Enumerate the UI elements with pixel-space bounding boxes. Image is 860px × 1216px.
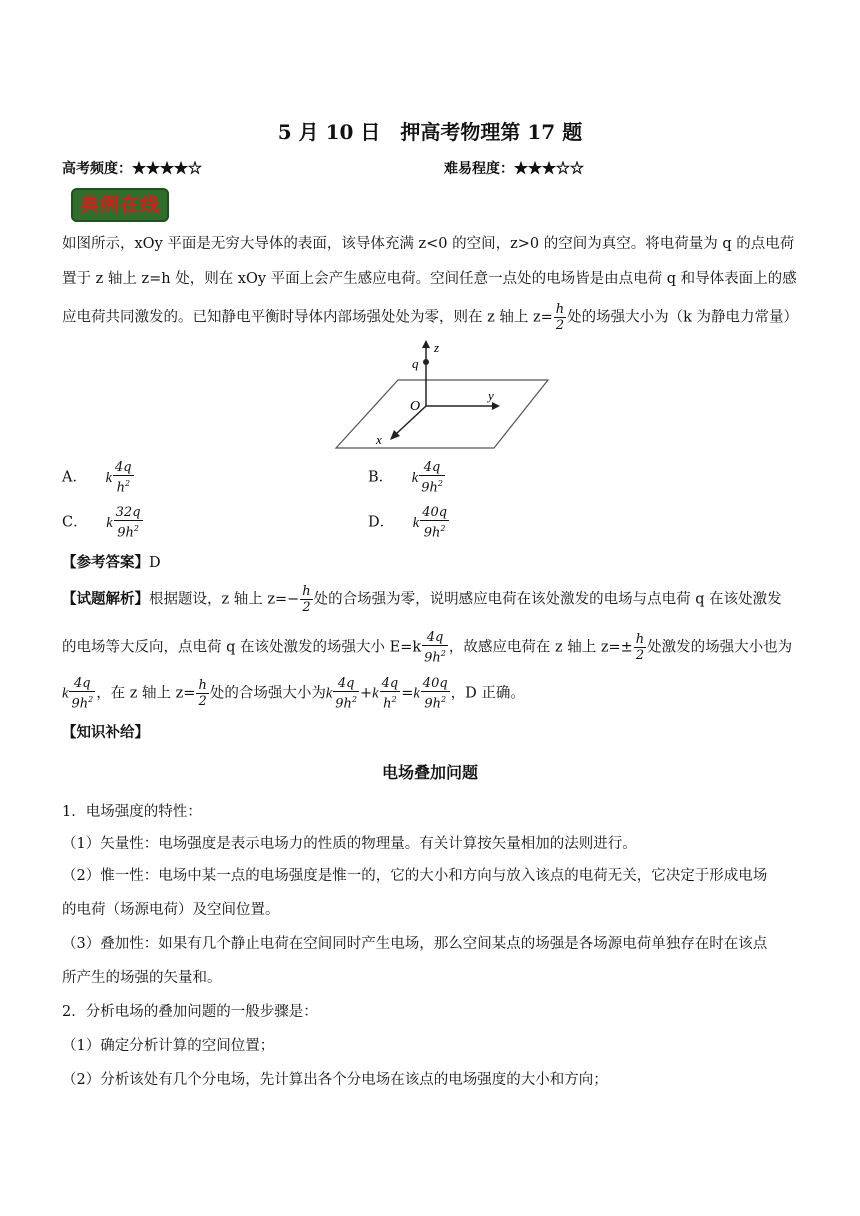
analysis-text-3c: ，D 正确。 — [450, 685, 525, 702]
option-a-fraction: $\frac{4q}{h^2}$ — [115, 460, 132, 496]
option-d[interactable]: D． k $\frac{40q}{9h^2}$ — [368, 505, 448, 541]
option-d-numerator: 40q — [422, 505, 448, 520]
option-c-denominator: 9h — [117, 525, 134, 541]
option-c-fraction: $\frac{32q}{9h^2}$ — [115, 505, 141, 541]
fraction-4q-9h2: $\frac{4q}{9h^2}$ — [335, 676, 358, 712]
question-line-3-text-b: 处的场强大小为（k 为静电力常量） — [567, 309, 799, 326]
fraction-4q-h2: $\frac{4q}{h^2}$ — [381, 676, 399, 712]
option-c-label: C． — [62, 514, 88, 531]
section-title: 电场叠加问题 — [381, 763, 478, 782]
supplement-label: 【知识补给】 — [62, 724, 149, 741]
analysis-text-2a: 的电场等大反向，点电荷 q 在该处激发的场强大小 E=k — [62, 639, 422, 656]
analysis-line-3: k $\frac{4q}{9h^2}$ ，在 z 轴上 z= $\frac{h}{2}$ 处的合场强大小为k $\frac{4q}{9h^2}$ +k $\frac{4q}{h^2}$ =k $\frac{40q}{9h^2}$ ，D 正确。 — [62, 676, 525, 712]
z-axis-arrow — [422, 340, 430, 348]
label-x: x — [376, 432, 382, 447]
fraction-h-over-2: $\frac{h}{2}$ — [198, 678, 207, 710]
option-c[interactable]: C． k $\frac{32q}{9h^2}$ — [62, 505, 141, 541]
knowledge-line-5: （3）叠加性：如果有几个静止电荷在空间同时产生电场，那么空间某点的场强是各场源电荷单独存在时在该点 — [62, 936, 768, 952]
analysis-line-2 — [62, 630, 792, 665]
knowledge-line-6: 所产生的场强的矢量和。 — [62, 970, 222, 986]
option-d-denominator: 9h — [423, 525, 441, 541]
question-line-2: 置于 z 轴上 z=h 处，则在 xOy 平面上会产生感应电荷。空间任意一点处的电场皆是由点电荷 q 和导体表面上的感 — [62, 271, 797, 287]
option-b-denominator: 9h — [421, 480, 438, 496]
analysis-text-3a: ，在 z 轴上 z= — [96, 685, 196, 702]
analysis-text-2b: ，故感应电荷在 z 轴上 z=± — [448, 639, 633, 656]
knowledge-line-1: 1．电场强度的特性： — [62, 804, 202, 820]
option-a-label: A． — [62, 469, 87, 486]
y-axis-arrow — [492, 402, 500, 410]
option-b[interactable]: B． k $\frac{4q}{9h^2}$ — [368, 460, 443, 496]
label-origin: O — [410, 399, 421, 414]
knowledge-line-4: 的电荷（场源电荷）及空间位置。 — [62, 902, 280, 918]
option-a[interactable]: A． k $\frac{4q}{h^2}$ — [62, 460, 132, 496]
conductor-plane — [336, 380, 548, 448]
analysis-text-2c: 处激发的场强大小也为 — [647, 639, 793, 656]
question-line-1: 如图所示，xOy 平面是无穷大导体的表面，该导体充满 z<0 的空间，z>0 的空间为真空。将电荷量为 q 的点电荷 — [62, 236, 795, 252]
knowledge-line-3: （2）惟一性：电场中某一点的电场强度是惟一的，它的大小和方向与放入该点的电荷无关，它决定于形成电场 — [62, 868, 768, 884]
question-line-3 — [62, 302, 798, 333]
option-a-numerator: 4q — [115, 460, 132, 475]
answer-value: D — [149, 555, 161, 571]
option-b-label: B． — [368, 469, 394, 486]
fraction-4q-9h2: $\frac{4q}{9h^2}$ — [424, 630, 446, 666]
analysis-text-1a: 根据题设，z 轴上 z=− — [149, 591, 300, 608]
point-charge — [423, 359, 429, 365]
knowledge-line-2: （1）矢量性：电场强度是表示电场力的性质的物理量。有关计算按矢量相加的法则进行。 — [62, 836, 637, 852]
option-d-label: D． — [368, 514, 395, 531]
option-b-numerator: 4q — [419, 460, 445, 476]
analysis-label: 【试题解析】 — [62, 590, 149, 608]
exam-frequency: 高考频度：★★★★☆ — [62, 161, 202, 177]
knowledge-line-8: （1）确定分析计算的空间位置； — [62, 1038, 275, 1054]
coordinate-figure — [334, 334, 554, 452]
analysis-text-1b: 处的合场强为零，说明感应电荷在该处激发的电场与点电荷 q 在该处激发 — [313, 591, 782, 608]
option-b-fraction: $\frac{4q}{9h^2}$ — [421, 460, 443, 496]
page-title: 5 月 10 日 押高考物理第 17 题 — [277, 120, 583, 144]
analysis-text-3b: 处的合场强大小为 — [209, 685, 326, 702]
question-line-3-text-a: 应电荷共同激发的。已知静电平衡时导体内部场强处处为零，则在 z 轴上 z= — [62, 309, 553, 326]
knowledge-line-7: 2．分析电场的叠加问题的一般步骤是： — [62, 1004, 318, 1020]
fraction-40q-9h2: $\frac{40q}{9h^2}$ — [422, 676, 448, 712]
fraction-4q-9h2: $\frac{4q}{9h^2}$ — [71, 676, 94, 712]
reference-answer — [62, 551, 161, 572]
fraction-h-over-2: $\frac{h}{2}$ — [555, 302, 565, 333]
label-z: z — [434, 340, 440, 355]
fraction-h-over-2: $\frac{h}{2}$ — [302, 584, 311, 615]
option-a-denominator: h — [116, 480, 125, 496]
label-q: q — [412, 356, 419, 371]
label-y: y — [488, 388, 494, 403]
difficulty-level: 难易程度：★★★☆☆ — [444, 161, 584, 177]
option-c-numerator: 32q — [115, 505, 141, 520]
option-d-fraction: $\frac{40q}{9h^2}$ — [422, 505, 448, 541]
example-badge: 典例在线 — [71, 188, 169, 222]
knowledge-line-9: （2）分析该处有几个分电场，先计算出各个分电场在该点的电场强度的大小和方向； — [62, 1072, 608, 1088]
answer-label: 【参考答案】 — [62, 554, 149, 571]
fraction-h-over-2: $\frac{h}{2}$ — [635, 632, 645, 664]
analysis-line-1 — [62, 584, 782, 615]
